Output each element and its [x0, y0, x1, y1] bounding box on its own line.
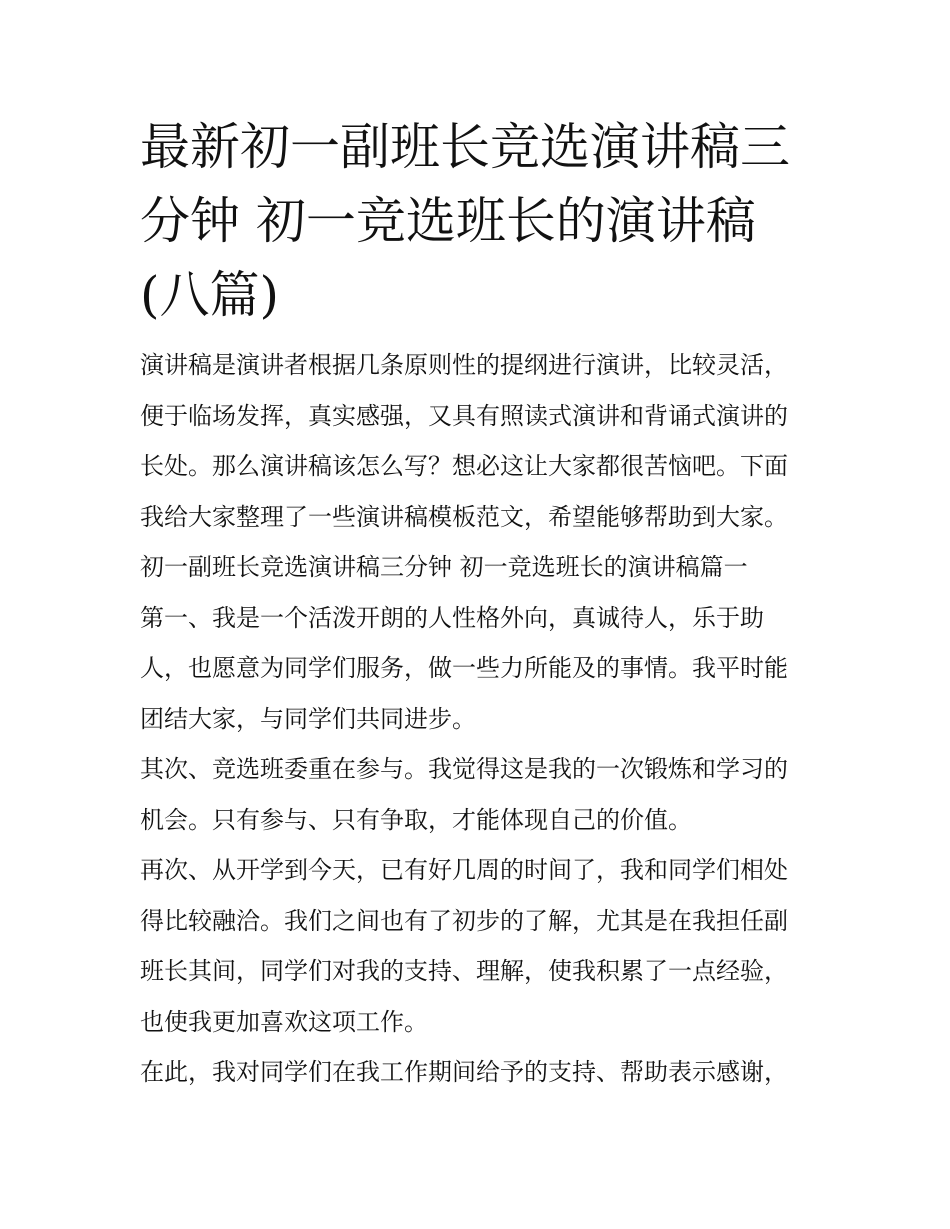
body-line: 长处。那么演讲稿该怎么写？想必这让大家都很苦恼吧。下面 — [140, 452, 788, 480]
body-line: 在此，我对同学们在我工作期间给予的支持、帮助表示感谢， — [140, 1058, 788, 1086]
title-line: 最新初一副班长竞选演讲稿三 — [140, 118, 790, 176]
document-title — [140, 110, 820, 332]
body-line: 班长其间，同学们对我的支持、理解，使我积累了一点经验， — [140, 957, 788, 985]
body-line: 也使我更加喜欢这项工作。 — [140, 1007, 428, 1036]
body-line: 团结大家，与同学们共同进步。 — [140, 704, 476, 733]
body-line: 再次、从开学到今天，已有好几周的时间了，我和同学们相处 — [140, 856, 788, 884]
body-line: 人，也愿意为同学们服务，做一些力所能及的事情。我平时能 — [140, 654, 788, 682]
document-body — [140, 340, 820, 1098]
title-line: 分钟 初一竞选班长的演讲稿 — [140, 192, 756, 250]
body-line: 机会。只有参与、只有争取，才能体现自己的价值。 — [140, 805, 692, 834]
body-line: 我给大家整理了一些演讲稿模板范文，希望能够帮助到大家。 — [140, 502, 788, 531]
body-line: 便于临场发挥，真实感强，又具有照读式演讲和背诵式演讲的 — [140, 401, 788, 430]
body-line: 其次、竞选班委重在参与。我觉得这是我的一次锻炼和学习的 — [140, 755, 788, 783]
body-line: 演讲稿是演讲者根据几条原则性的提纲进行演讲，比较灵活， — [140, 351, 788, 379]
body-line: 第一、我是一个活泼开朗的人性格外向，真诚待人，乐于助 — [140, 603, 764, 632]
section-heading: 初一副班长竞选演讲稿三分钟 初一竞选班长的演讲稿篇一 — [140, 553, 748, 581]
body-line: 得比较融洽。我们之间也有了初步的了解，尤其是在我担任副 — [140, 906, 788, 935]
title-line: (八篇) — [140, 266, 280, 324]
document-page — [140, 110, 820, 1098]
